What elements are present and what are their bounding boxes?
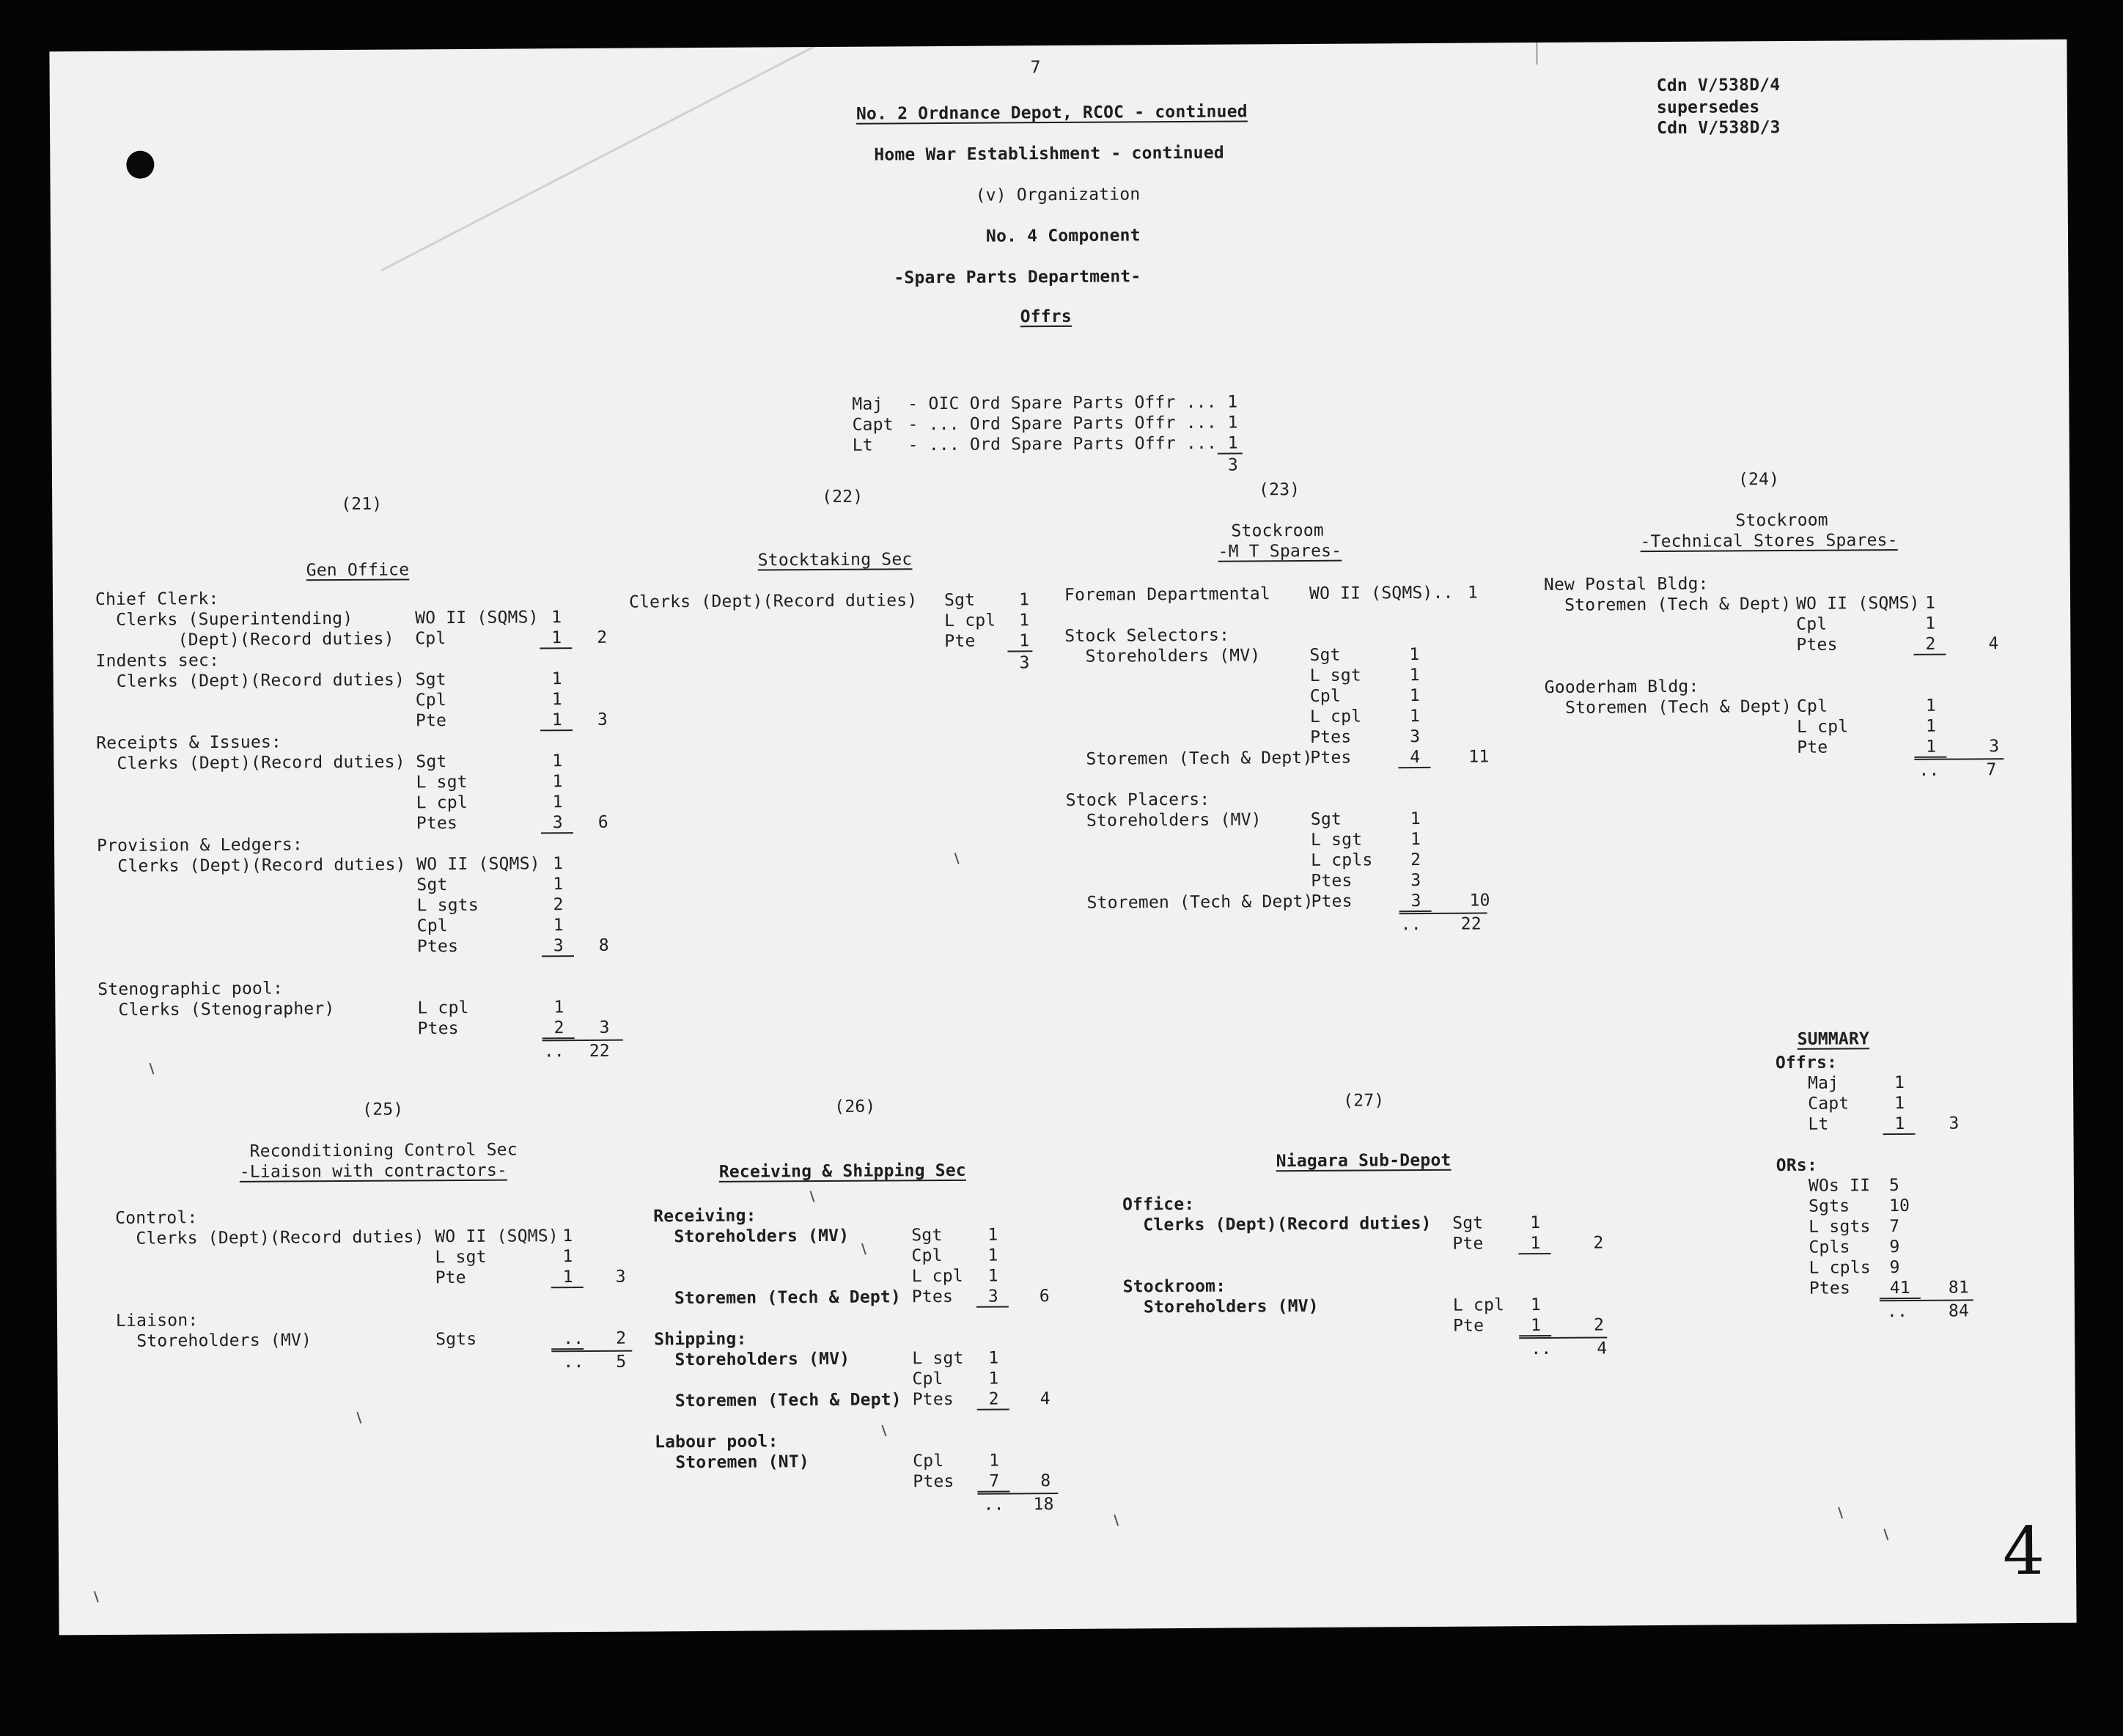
section-subtitle: -Technical Stores Spares-: [1640, 531, 1898, 552]
entry-rank: Cpl: [415, 691, 447, 710]
offr-total: 3: [1227, 455, 1239, 475]
section-total: 22: [1460, 914, 1482, 934]
entry-rank: L sgt: [435, 1247, 487, 1268]
entry-count: ..: [563, 1329, 584, 1349]
entry-rank: Sgt: [943, 590, 976, 610]
entry-label: New Postal Bldg:: [1543, 574, 1709, 595]
entry-rank: Sgt: [416, 875, 448, 895]
entry-rank: WO II (SQMS)..: [1309, 583, 1454, 603]
entry-rank: Pte: [1797, 738, 1828, 757]
entry-subtotal: 8: [598, 935, 610, 955]
summary-count: 1: [1894, 1114, 1905, 1134]
entry-subtotal: 3: [599, 1018, 610, 1037]
total-dots: ..: [1531, 1339, 1552, 1359]
entry-rank: Ptes: [1311, 871, 1353, 891]
entry-rank: WO II (SQMS): [416, 854, 540, 875]
entry-subtotal: 3: [615, 1267, 626, 1287]
entry-subtotal: 2: [597, 628, 608, 647]
entry-count: 1: [1410, 809, 1421, 829]
entry-subtotal: 10: [1469, 891, 1490, 911]
entry-count: 1: [1530, 1234, 1541, 1254]
entry-label: Foreman Departmental: [1064, 584, 1271, 605]
entry-label: Gooderham Bldg:: [1544, 677, 1699, 697]
section-total: 7: [1986, 760, 1997, 780]
summary-ors-label: ORs:: [1776, 1155, 1818, 1176]
entry-subtotal: 3: [1989, 737, 2000, 757]
entry-label: Receipts & Issues:: [96, 732, 282, 754]
entry-count: 2: [1925, 634, 1936, 654]
entry-count: 1: [552, 792, 563, 812]
entry-subtotal: 1: [1467, 583, 1479, 603]
entry-rank: Pte: [415, 711, 447, 731]
header-organization: (v) Organization: [975, 185, 1141, 205]
page-number: 7: [1030, 58, 1041, 78]
entry-rank: Ptes: [1310, 748, 1352, 768]
offr-desc: - OIC Ord Spare Parts Offr ...: [908, 392, 1217, 414]
entry-label: Control:: [115, 1208, 198, 1228]
sum-rule: [977, 1490, 1009, 1492]
entry-rank: L cpl: [1452, 1295, 1505, 1315]
entry-label: Provision & Ledgers:: [96, 835, 303, 856]
total-dots: ..: [543, 1042, 564, 1062]
entry-rank: Sgt: [1309, 645, 1341, 665]
entry-rank: Ptes: [1311, 891, 1353, 911]
entry-rank: WO II (SQMS): [1795, 593, 1920, 614]
entry-subtotal: 2: [616, 1328, 627, 1348]
entry-rank: Ptes: [1310, 727, 1352, 747]
entry-rank: Sgts: [435, 1329, 477, 1350]
entry-label: Stockroom:: [1122, 1276, 1226, 1297]
ref-line-2: supersedes: [1656, 98, 1760, 118]
entry-label: Storemen (NT): [655, 1452, 809, 1473]
entry-rank: L sgt: [912, 1348, 964, 1369]
section-number: (26): [834, 1097, 876, 1117]
entry-count: 1: [552, 751, 563, 771]
entry-rank: Ptes: [417, 1019, 459, 1039]
summary-count: 9: [1889, 1237, 1900, 1257]
entry-rank: Ptes: [911, 1287, 954, 1307]
header-component: No. 4 Component: [985, 226, 1141, 246]
entry-count: 1: [551, 628, 562, 648]
entry-rank: L cpl: [944, 611, 996, 630]
entry-count: 3: [553, 936, 564, 956]
sum-rule: [1913, 654, 1946, 655]
entry-label: Clerks (Dept)(Record duties): [1122, 1213, 1432, 1235]
offr-desc: - ... Ord Spare Parts Offr ...: [908, 413, 1218, 435]
section-total: 5: [616, 1352, 627, 1372]
entry-label: Clerks (Superintending): [95, 608, 353, 630]
section-title: Stocktaking Sec: [757, 550, 913, 570]
entry-count: 1: [1925, 614, 1936, 633]
summary-count: 5: [1888, 1176, 1900, 1196]
offr-count: 1: [1227, 392, 1238, 412]
total-dots: ..: [1400, 915, 1421, 935]
sum-rule: [1399, 911, 1432, 912]
entry-label: Liaison:: [115, 1311, 199, 1331]
entry-rank: Ptes: [1796, 635, 1838, 655]
sum-rule: [551, 1287, 584, 1288]
entry-rank: L cpl: [1309, 707, 1362, 727]
summary-count: 7: [1889, 1217, 1900, 1237]
entry-rank: Cpl: [911, 1246, 943, 1266]
summary-rank: WOs II: [1808, 1176, 1871, 1196]
sum-rule: [1007, 650, 1032, 652]
entry-rank: Sgt: [911, 1226, 943, 1246]
total-dots: ..: [1918, 760, 1940, 780]
summary-rank: Ptes: [1809, 1279, 1851, 1298]
section-title: Stockroom: [1735, 510, 1828, 531]
entry-count: 1: [1530, 1295, 1542, 1315]
sum-rule: [976, 1306, 1009, 1307]
entry-rank: L sgt: [416, 772, 468, 792]
entry-subtotal: 6: [1039, 1287, 1050, 1306]
entry-count: 7: [989, 1471, 1000, 1491]
entry-count: 1: [1531, 1316, 1542, 1336]
entry-rank: Cpl: [1796, 614, 1828, 634]
offr-count: 1: [1227, 413, 1238, 433]
section-total: 4: [1597, 1339, 1608, 1358]
section-title: Reconditioning Control Sec: [249, 1140, 518, 1161]
entry-subtotal: 4: [1040, 1389, 1051, 1409]
section-number: (24): [1737, 470, 1780, 490]
entry-rank: Ptes: [416, 937, 459, 957]
entry-label: Clerks (Dept)(Record duties): [628, 591, 918, 612]
sum-rule: [541, 832, 573, 834]
summary-rank: Capt: [1808, 1094, 1850, 1114]
entry-subtotal: 2: [1594, 1315, 1605, 1335]
entry-rank: Cpl: [416, 916, 448, 936]
section-total: 3: [1019, 653, 1030, 673]
entry-rank: Cpl: [415, 629, 446, 649]
entry-rank: Cpl: [1309, 686, 1342, 706]
sum-rule: [1883, 1133, 1915, 1135]
entry-count: 2: [1410, 850, 1421, 870]
entry-rank: Ptes: [913, 1471, 954, 1492]
entry-subtotal: 3: [597, 710, 608, 729]
summary-count: 41: [1889, 1278, 1910, 1298]
entry-label: Stenographic pool:: [97, 979, 284, 1000]
entry-rank: WO II (SQMS): [435, 1226, 559, 1247]
entry-label: Clerks (Dept)(Record duties): [95, 670, 405, 692]
entry-count: 1: [1926, 716, 1937, 736]
sum-rule: [1398, 767, 1430, 768]
crease-line: [380, 40, 2076, 272]
section-total: 18: [1033, 1495, 1054, 1515]
entry-label: Clerks (Dept)(Record duties): [115, 1227, 424, 1248]
summary-count: 10: [1889, 1196, 1910, 1216]
entry-count: 1: [988, 1369, 999, 1389]
entry-count: 3: [552, 813, 564, 833]
entry-count: 1: [553, 854, 564, 874]
summary-subtotal: 81: [1948, 1278, 1969, 1298]
header-offrs: Offrs: [1020, 306, 1072, 327]
entry-count: 2: [553, 1018, 564, 1038]
summary-rank: Sgts: [1809, 1196, 1850, 1216]
entry-count: 1: [553, 998, 564, 1018]
entry-count: 1: [562, 1226, 573, 1246]
offr-rank: Lt: [852, 435, 873, 455]
entry-rank: Cpl: [1796, 696, 1828, 716]
summary-rank: Maj: [1807, 1073, 1839, 1093]
entry-label: Storeholders (MV): [1065, 810, 1262, 831]
entry-label: Clerks (Dept)(Record duties): [96, 752, 405, 774]
section-number: (25): [362, 1100, 404, 1119]
ref-line-3: Cdn V/538D/3: [1657, 118, 1781, 139]
summary-subtotal: 3: [1949, 1114, 1960, 1133]
section-title: Niagara Sub-Depot: [1276, 1150, 1451, 1172]
entry-count: 3: [1410, 871, 1421, 891]
entry-rank: Sgt: [1452, 1213, 1484, 1233]
sum-rule: [542, 955, 574, 957]
offr-rank: Capt: [852, 415, 894, 435]
entry-count: 1: [987, 1266, 998, 1286]
section-subtitle: -M T Spares-: [1218, 541, 1342, 562]
entry-count: 1: [553, 916, 564, 935]
entry-label: Storeholders (MV): [116, 1331, 312, 1351]
entry-label: Storemen (Tech & Dept): [654, 1390, 902, 1411]
header-depot: No. 2 Ordnance Depot, RCOC - continued: [856, 102, 1248, 124]
sum-rule: [540, 647, 572, 649]
summary-count: 9: [1889, 1258, 1900, 1278]
entry-rank: Ptes: [912, 1389, 954, 1410]
entry-subtotal: 4: [1988, 634, 1999, 654]
entry-count: 3: [987, 1287, 998, 1306]
entry-rank: WO II (SQMS): [415, 608, 539, 628]
entry-subtotal: 6: [597, 812, 609, 832]
entry-label: Storemen (Tech & Dept): [1544, 696, 1792, 718]
offr-count: 1: [1227, 433, 1238, 453]
ref-line-1: Cdn V/538D/4: [1656, 76, 1781, 96]
entry-count: 1: [988, 1348, 999, 1368]
fold-mark: [1536, 43, 1537, 65]
entry-label: Labour pool:: [654, 1432, 779, 1452]
entry-rank: Ptes: [416, 814, 458, 834]
entry-count: 3: [1410, 727, 1421, 747]
entry-count: 1: [1019, 611, 1030, 630]
entry-label: Indents sec:: [95, 651, 220, 672]
entry-label: Shipping:: [654, 1329, 747, 1350]
entry-rank: Pte: [1453, 1316, 1484, 1336]
total-dots: ..: [563, 1353, 584, 1372]
entry-subtotal: 2: [1593, 1233, 1604, 1253]
summary-count: 1: [1894, 1093, 1905, 1114]
entry-count: 2: [988, 1389, 999, 1409]
entry-count: 1: [1409, 645, 1420, 665]
handwritten-page-mark: 4: [2002, 1512, 2045, 1591]
entry-label: Storeholders (MV): [1064, 646, 1261, 666]
entry-rank: L cpl: [1797, 717, 1849, 737]
total-dots: ..: [983, 1495, 1004, 1515]
entry-count: 1: [1019, 631, 1030, 651]
section-title: Receiving & Shipping Sec: [718, 1161, 966, 1182]
entry-rank: L sgt: [1309, 666, 1361, 685]
header-establishment: Home War Establishment - continued: [874, 143, 1224, 165]
sum-rule: [542, 1037, 575, 1039]
summary-rank: L sgts: [1809, 1217, 1871, 1237]
entry-count: 3: [1410, 891, 1421, 911]
section-number: (22): [822, 487, 864, 507]
entry-label: Storeholders (MV): [654, 1349, 850, 1370]
entry-rank: Cpl: [912, 1369, 943, 1389]
entry-label: Stock Placers:: [1065, 790, 1210, 810]
entry-rank: Sgt: [416, 752, 447, 772]
header-department: -Spare Parts Department-: [894, 267, 1141, 288]
entry-rank: Pte: [1452, 1234, 1484, 1254]
entry-rank: L sgts: [416, 895, 479, 916]
summary-count: 1: [1894, 1073, 1905, 1093]
entry-label: Storeholders (MV): [1122, 1296, 1319, 1317]
entry-count: 1: [1018, 590, 1030, 610]
entry-rank: Cpl: [913, 1452, 944, 1471]
entry-count: 1: [553, 875, 564, 894]
entry-count: 1: [551, 710, 563, 730]
section-number: (23): [1259, 480, 1300, 500]
entry-count: 1: [1926, 737, 1937, 757]
entry-rank: Pte: [944, 631, 976, 651]
entry-count: 1: [1924, 593, 1936, 613]
summary-rank: L cpls: [1809, 1258, 1871, 1278]
entry-count: 1: [562, 1268, 573, 1287]
entry-count: 1: [562, 1247, 573, 1267]
entry-rank: Sgt: [415, 670, 446, 690]
entry-count: 2: [553, 895, 564, 915]
entry-count: 4: [1410, 748, 1421, 768]
entry-label: Storemen (Tech & Dept): [1065, 748, 1313, 769]
sum-rule: [551, 1348, 584, 1350]
entry-count: 1: [987, 1225, 998, 1245]
sum-rule: [1519, 1335, 1551, 1336]
entry-count: 1: [1410, 830, 1421, 850]
entry-label: Office:: [1122, 1194, 1195, 1215]
entry-rank: L sgt: [1310, 830, 1363, 850]
entry-label: Chief Clerk:: [95, 589, 219, 610]
section-number: (27): [1343, 1091, 1385, 1111]
sum-rule: [1914, 757, 1946, 758]
section-title: Gen Office: [306, 560, 410, 581]
summary-title: SUMMARY: [1797, 1029, 1870, 1049]
offr-rank: Maj: [852, 394, 883, 414]
entry-label: Storemen (Tech & Dept): [1066, 891, 1314, 913]
entry-label: Storemen (Tech & Dept): [653, 1287, 902, 1309]
sum-rule: [1218, 452, 1243, 454]
entry-label: (Dept)(Record duties): [95, 629, 394, 651]
entry-rank: Sgt: [1310, 809, 1342, 829]
entry-count: 1: [1409, 666, 1420, 685]
section-number: (21): [341, 494, 383, 515]
entry-label: Storemen (Tech & Dept): [1544, 594, 1792, 615]
entry-label: Receiving:: [653, 1206, 757, 1226]
entry-label: Clerks (Stenographer): [97, 999, 335, 1020]
entry-count: 1: [1409, 686, 1420, 706]
entry-subtotal: 8: [1040, 1471, 1051, 1491]
entry-rank: L cpl: [911, 1266, 963, 1287]
entry-count: 1: [1925, 696, 1937, 716]
summary-offrs-label: Offrs:: [1775, 1053, 1838, 1073]
entry-subtotal: 11: [1468, 747, 1490, 767]
section-subtitle: -Liaison with contractors-: [239, 1161, 508, 1182]
entry-count: 1: [1409, 707, 1421, 727]
entry-rank: L cpl: [417, 998, 469, 1018]
sum-rule: [1518, 1253, 1550, 1254]
sum-rule: [540, 729, 573, 731]
entry-label: Clerks (Dept)(Record duties): [97, 855, 406, 877]
section-total: 22: [589, 1041, 610, 1061]
offr-desc: - ... Ord Spare Parts Offr ...: [908, 433, 1218, 455]
punch-hole: [126, 151, 154, 179]
entry-count: 1: [551, 608, 562, 628]
entry-count: 1: [552, 772, 563, 792]
entry-label: Storeholders (MV): [653, 1226, 850, 1247]
sum-rule: [977, 1408, 1009, 1410]
entry-count: 1: [989, 1451, 1000, 1471]
entry-count: 1: [551, 690, 562, 710]
entry-rank: Pte: [435, 1268, 466, 1288]
entry-count: 1: [551, 669, 562, 689]
entry-count: 1: [987, 1246, 998, 1265]
summary-rank: Cpls: [1809, 1237, 1850, 1257]
entry-rank: L cpl: [416, 792, 468, 813]
entry-label: Stock Selectors:: [1064, 625, 1230, 646]
total-dots: ..: [1886, 1301, 1908, 1322]
document-page: [49, 40, 2076, 1636]
section-title: Stockroom: [1231, 521, 1324, 541]
sum-rule: [1880, 1298, 1921, 1299]
summary-total: 84: [1948, 1301, 1970, 1321]
entry-rank: L cpls: [1311, 850, 1373, 870]
entry-count: 1: [1530, 1213, 1541, 1233]
summary-rank: Lt: [1808, 1114, 1829, 1134]
